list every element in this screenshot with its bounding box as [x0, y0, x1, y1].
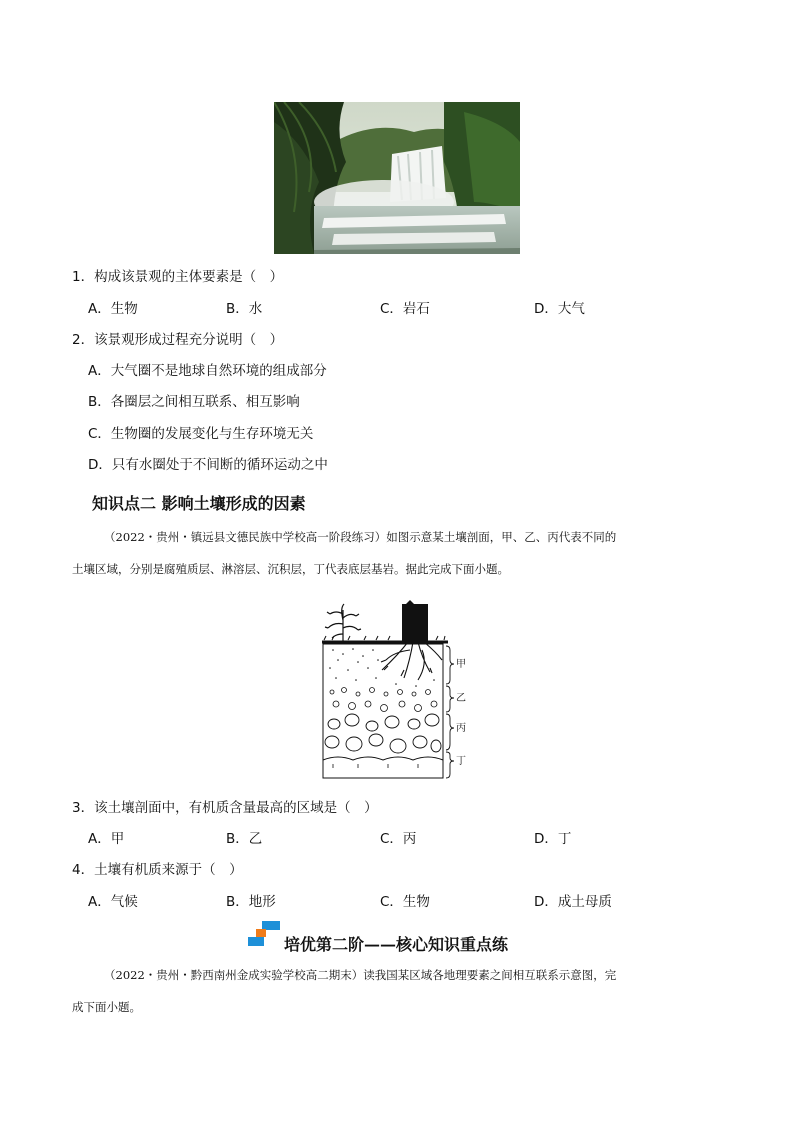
question-1-option-c[interactable]: C．岩石 [380, 301, 430, 317]
sapling-icon [325, 604, 361, 642]
waterfall-photo [274, 102, 520, 254]
banner-blocks-icon [248, 921, 282, 947]
question-1-option-a[interactable]: A．生物 [88, 301, 138, 317]
question-2-option-c[interactable]: C．生物圈的发展变化与生存环境无关 [88, 426, 314, 442]
source-line-2: 土壤区域，分别是腐殖质层、淋溶层、沉积层，丁代表底层基岩。据此完成下面小题。 [72, 562, 509, 576]
question-4-option-d[interactable]: D．成土母质 [534, 894, 612, 910]
question-2-stem: 2．该景观形成过程充分说明（ ） [72, 332, 284, 348]
question-4-stem: 4．土壤有机质来源于（ ） [72, 862, 243, 878]
question-2-option-b[interactable]: B．各圈层之间相互联系、相互影响 [88, 394, 300, 410]
soil-profile-diagram [318, 600, 478, 782]
question-3-option-c[interactable]: C．丙 [380, 831, 417, 847]
question-3-option-d[interactable]: D．丁 [534, 831, 572, 847]
soil-label-ding: 丁 [456, 756, 466, 767]
soil-label-yi: 乙 [456, 693, 466, 704]
question-1-option-b[interactable]: B．水 [226, 301, 263, 317]
section-heading: 知识点二 影响土壤形成的因素 [92, 494, 306, 513]
source-line-1: （2022・贵州・镇远县文德民族中学校高一阶段练习）如图示意某土壤剖面，甲、乙、丙代表不同的 [104, 530, 617, 544]
banner-title: 培优第二阶——核心知识重点练 [284, 935, 509, 954]
question-4-option-b[interactable]: B．地形 [226, 894, 276, 910]
question-2-option-d[interactable]: D．只有水圈处于不间断的循环运动之中 [88, 457, 328, 473]
question-1-stem: 1．构成该景观的主体要素是（ ） [72, 269, 284, 285]
question-1-option-d[interactable]: D．大气 [534, 301, 585, 317]
question-3-stem: 3．该土壤剖面中，有机质含量最高的区域是（ ） [72, 800, 378, 816]
question-3-option-b[interactable]: B．乙 [226, 831, 263, 847]
section3-source-line-2: 成下面小题。 [72, 1000, 141, 1014]
section3-source-line-1: （2022・贵州・黔西南州金成实验学校高二期末）读我国某区域各地理要素之间相互联系示意图，完 [104, 968, 617, 982]
soil-label-jia: 甲 [456, 659, 466, 670]
question-4-option-a[interactable]: A．气候 [88, 894, 138, 910]
question-4-option-c[interactable]: C．生物 [380, 894, 430, 910]
question-3-option-a[interactable]: A．甲 [88, 831, 125, 847]
question-2-option-a[interactable]: A．大气圈不是地球自然环境的组成部分 [88, 363, 327, 379]
tree-trunk [402, 604, 428, 642]
soil-label-bing: 丙 [456, 723, 466, 734]
